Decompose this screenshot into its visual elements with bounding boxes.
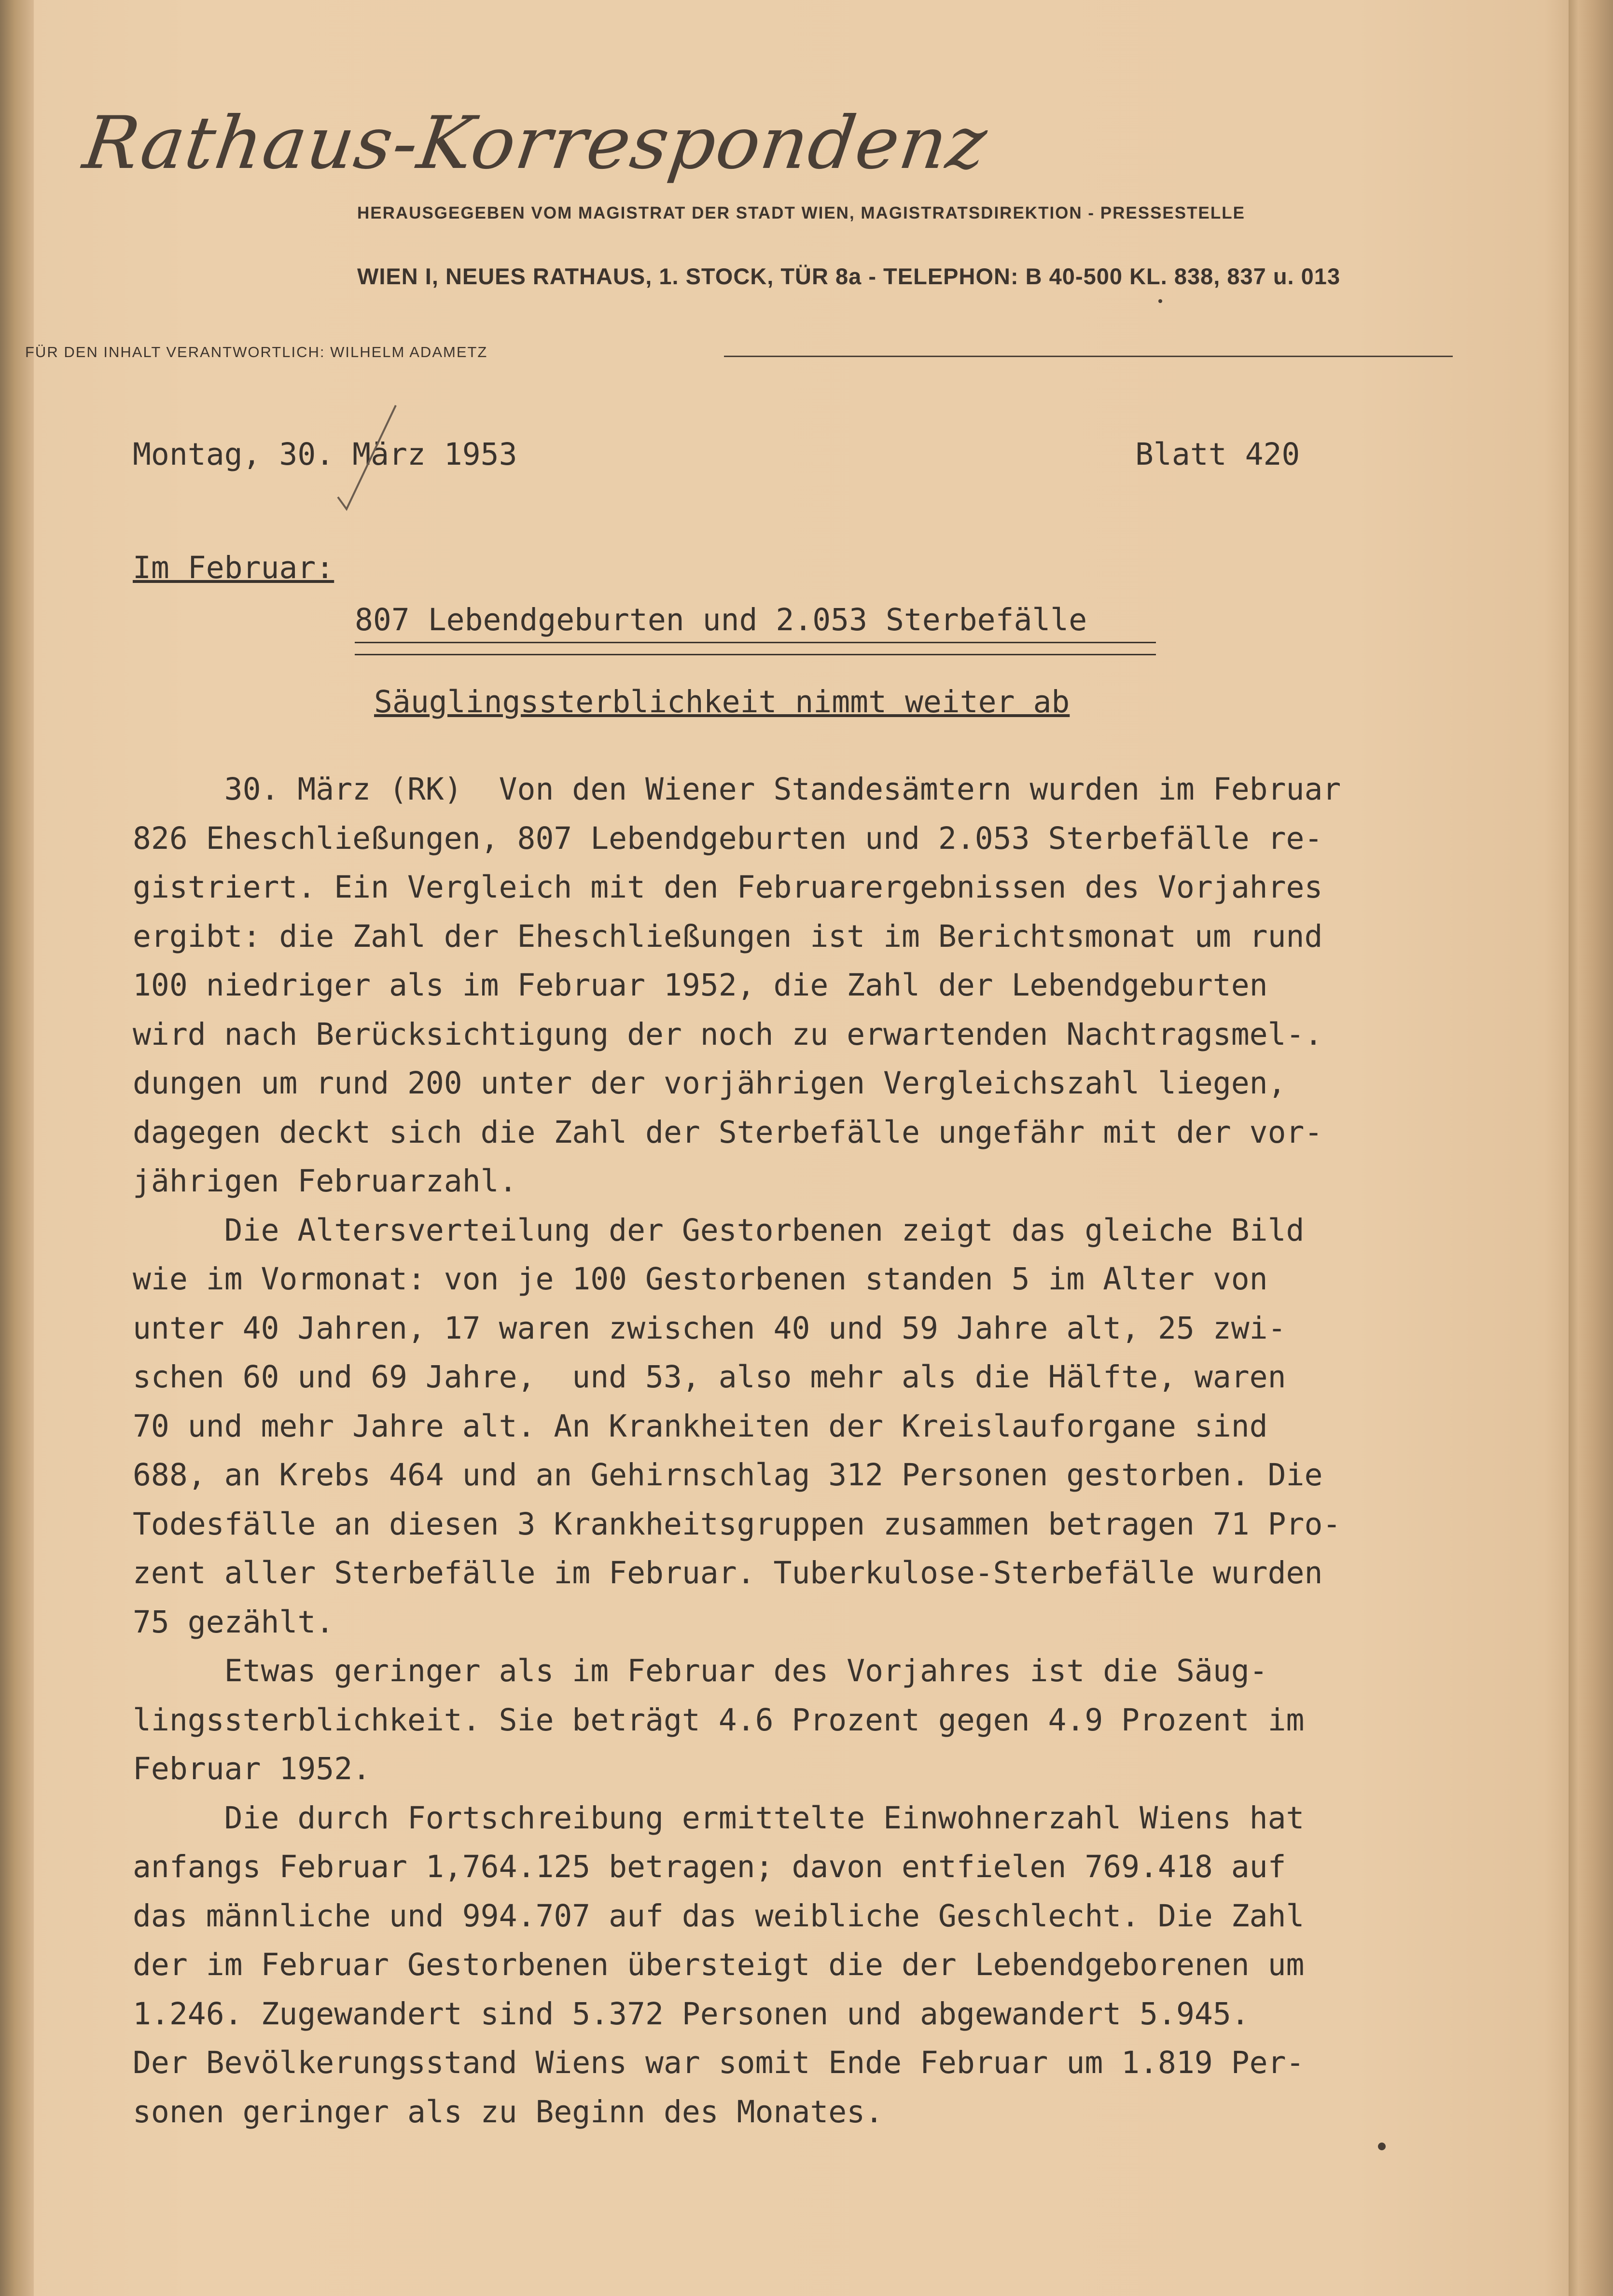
body-line: dagegen deckt sich die Zahl der Sterbefälle ungefähr mit der vor- <box>133 1114 1323 1150</box>
body-line: 826 Eheschließungen, 807 Lebendgeburten und 2.053 Sterbefälle re- <box>133 820 1323 856</box>
body-line: Etwas geringer als im Februar des Vorjahres ist die Säug- <box>133 1653 1268 1688</box>
body-line: Die Altersverteilung der Gestorbenen zeigt das gleiche Bild <box>133 1212 1305 1248</box>
body-line: das männliche und 994.707 auf das weibliche Geschlecht. Die Zahl <box>133 1898 1305 1934</box>
body-line: gistriert. Ein Vergleich mit den Februarergebnissen des Vorjahres <box>133 870 1323 905</box>
masthead-title: Rathaus-Korrespondenz <box>78 101 993 185</box>
responsible-line: FÜR DEN INHALT VERANTWORTLICH: WILHELM ADAMETZ <box>25 344 488 360</box>
body-line: zent aller Sterbefälle im Februar. Tuberkulose-Sterbefälle wurden <box>133 1555 1323 1591</box>
body-line: jährigen Februarzahl. <box>133 1163 517 1199</box>
body-line: 688, an Krebs 464 und an Gehirnschlag 312 Personen gestorben. Die <box>133 1457 1323 1493</box>
article-kicker: Im Februar: <box>133 550 334 585</box>
body-line: wird nach Berücksichtigung der noch zu erwartenden Nachtragsmel-. <box>133 1016 1323 1052</box>
body-line: 70 und mehr Jahre alt. An Krankheiten der Kreislauforgane sind <box>133 1408 1268 1444</box>
publisher-line: HERAUSGEGEBEN VOM MAGISTRAT DER STADT WIEN, MAGISTRATSDIREKTION - PRESSESTELLE <box>357 204 1245 222</box>
header-rule <box>724 356 1453 357</box>
body-line: dungen um rund 200 unter der vorjährigen Vergleichszahl liegen, <box>133 1065 1286 1101</box>
body-line: Die durch Fortschreibung ermittelte Einwohnerzahl Wiens hat <box>133 1800 1305 1836</box>
body-line: wie im Vormonat: von je 100 Gestorbenen standen 5 im Alter von <box>133 1261 1268 1297</box>
body-line: Der Bevölkerungsstand Wiens war somit Ende Februar um 1.819 Per- <box>133 2045 1305 2080</box>
checkmark-icon <box>333 401 401 512</box>
body-line: anfangs Februar 1,764.125 betragen; davon entfielen 769.418 auf <box>133 1849 1286 1884</box>
page-edge-strip <box>1569 0 1613 2296</box>
ink-dot <box>1378 2143 1386 2150</box>
sheet-number: Blatt 420 <box>1135 437 1300 472</box>
ink-dot <box>1158 299 1162 303</box>
body-line: unter 40 Jahren, 17 waren zwischen 40 und 59 Jahre alt, 25 zwi- <box>133 1310 1286 1346</box>
body-line: sonen geringer als zu Beginn des Monates. <box>133 2094 884 2130</box>
body-line: 100 niedriger als im Februar 1952, die Zahl der Lebendgeburten <box>133 968 1268 1003</box>
body-line: ergibt: die Zahl der Eheschließungen ist im Berichtsmonat um rund <box>133 918 1323 954</box>
body-line: der im Februar Gestorbenen übersteigt die der Lebendgeborenen um <box>133 1947 1305 1982</box>
body-line: Todesfälle an diesen 3 Krankheitsgruppen zusammen betragen 71 Pro- <box>133 1506 1341 1542</box>
article-headline: 807 Lebendgeburten und 2.053 Sterbefälle <box>355 602 1087 637</box>
address-line: WIEN I, NEUES RATHAUS, 1. STOCK, TÜR 8a - TELEPHON: B 40-500 KL. 838, 837 u. 013 <box>357 263 1341 289</box>
document-date: Montag, 30. März 1953 <box>133 437 517 472</box>
article-body <box>133 765 1484 2136</box>
body-line: schen 60 und 69 Jahre, und 53, also mehr als die Hälfte, waren <box>133 1359 1286 1395</box>
body-line: 30. März (RK) Von den Wiener Standesämtern wurden im Februar <box>133 772 1341 807</box>
headline-double-rule <box>355 642 1156 655</box>
body-line: lingssterblichkeit. Sie beträgt 4.6 Prozent gegen 4.9 Prozent im <box>133 1702 1305 1738</box>
body-line: Februar 1952. <box>133 1751 371 1786</box>
body-line: 75 gezählt. <box>133 1604 334 1640</box>
body-line: 1.246. Zugewandert sind 5.372 Personen und abgewandert 5.945. <box>133 1996 1250 2032</box>
article-subheadline: Säuglingssterblichkeit nimmt weiter ab <box>374 684 1070 719</box>
